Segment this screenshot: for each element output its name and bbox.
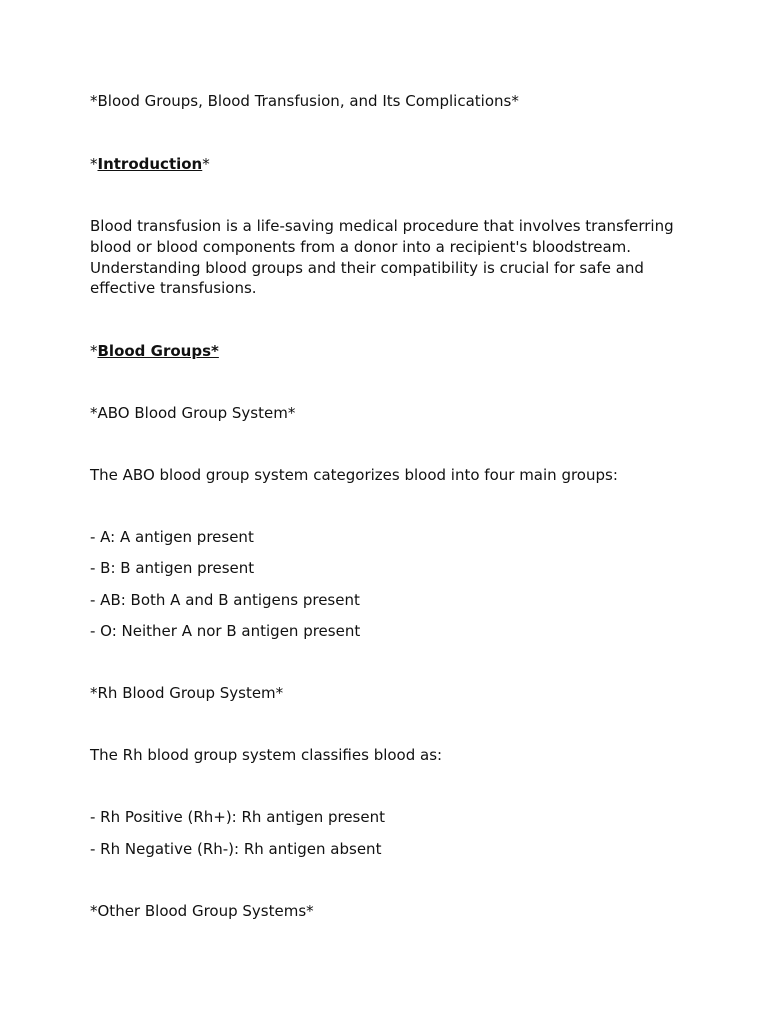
other-heading: *Other Blood Group Systems* bbox=[90, 902, 314, 920]
paragraph-line: blood or blood components from a donor into a recipient's bloodstream. bbox=[90, 237, 632, 256]
heading-text: Blood Groups* bbox=[97, 342, 219, 360]
list-item: - A: A antigen present bbox=[90, 528, 254, 546]
abo-intro: The ABO blood group system categorizes blood into four main groups: bbox=[90, 466, 618, 484]
rh-intro: The Rh blood group system classifies blood as: bbox=[90, 746, 443, 764]
list-item: - O: Neither A nor B antigen present bbox=[90, 622, 361, 640]
paragraph-line: effective transfusions. bbox=[90, 279, 257, 298]
list-item: - AB: Both A and B antigens present bbox=[90, 591, 360, 609]
intro-paragraph bbox=[90, 216, 690, 299]
paragraph-line: Understanding blood groups and their compatibility is crucial for safe and bbox=[90, 258, 644, 277]
list-item: - Rh Negative (Rh-): Rh antigen absent bbox=[90, 840, 382, 858]
rh-heading: *Rh Blood Group System* bbox=[90, 684, 284, 702]
heading-prefix: * bbox=[90, 342, 98, 360]
blood-groups-heading bbox=[90, 341, 219, 362]
list-item: - Rh Positive (Rh+): Rh antigen present bbox=[90, 808, 385, 826]
abo-heading: *ABO Blood Group System* bbox=[90, 404, 296, 422]
heading-text: Introduction bbox=[97, 155, 203, 173]
paragraph-line: Blood transfusion is a life-saving medical procedure that involves transferring bbox=[90, 217, 674, 235]
heading-prefix: * bbox=[90, 155, 98, 173]
list-item: - B: B antigen present bbox=[90, 559, 255, 577]
heading-suffix: * bbox=[202, 155, 210, 173]
introduction-heading bbox=[90, 154, 210, 175]
document-title: *Blood Groups, Blood Transfusion, and Its Complications* bbox=[90, 92, 519, 110]
